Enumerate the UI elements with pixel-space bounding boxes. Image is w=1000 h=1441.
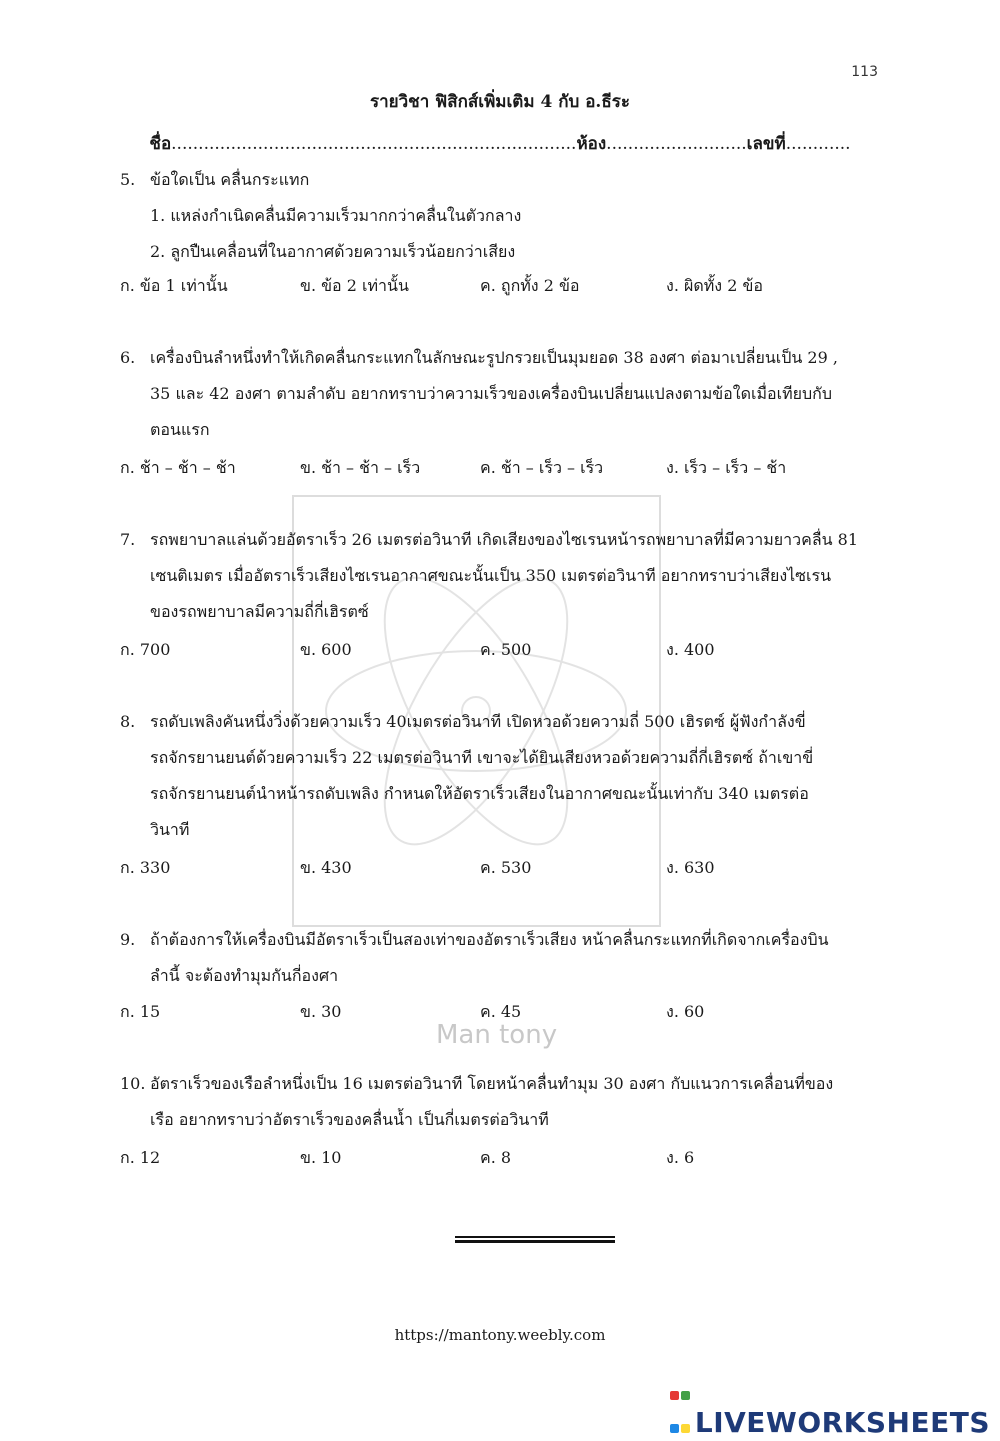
choice-c[interactable]: ค. 530 bbox=[480, 858, 532, 877]
page-title: รายวิชา ฟิสิกส์เพิ่มเติม 4 กับ อ.ธีระ bbox=[370, 92, 630, 112]
watermark-text: Man tony bbox=[436, 1020, 558, 1050]
choice-a[interactable]: ก. 330 bbox=[120, 858, 171, 877]
question-number: 6. bbox=[120, 348, 136, 367]
question-10 bbox=[120, 1066, 890, 1138]
question-text: ของรถพยาบาลมีความถี่กี่เฮิรตซ์ bbox=[150, 602, 369, 621]
room-field[interactable]: .......................... bbox=[606, 134, 747, 154]
question-text: 35 และ 42 องศา ตามลำดับ อยากทราบว่าความเร็วของเครื่องบินเปลี่ยนแปลงตามข้อใดเมื่อเทียบกับ bbox=[150, 384, 833, 403]
question-number: 10. bbox=[120, 1074, 146, 1093]
statement-2: 2. ลูกปืนเคลื่อนที่ในอากาศด้วยความเร็วน้อยกว่าเสียง bbox=[150, 242, 516, 261]
choice-a[interactable]: ก. 12 bbox=[120, 1148, 161, 1167]
choice-c[interactable]: ค. 8 bbox=[480, 1148, 512, 1167]
choice-d[interactable]: ง. 630 bbox=[666, 858, 715, 877]
number-field[interactable]: ............ bbox=[785, 134, 851, 154]
footer-url: https://mantony.weebly.com bbox=[394, 1326, 606, 1344]
name-field[interactable]: ........................................................................... bbox=[171, 134, 577, 154]
question-text: ลำนี้ จะต้องทำมุมกันกี่องศา bbox=[150, 966, 339, 985]
name-label: ชื่อ bbox=[149, 134, 172, 154]
choice-d[interactable]: ง. 6 bbox=[666, 1148, 695, 1167]
room-label: ห้อง bbox=[576, 134, 607, 154]
choice-b[interactable]: ข. 430 bbox=[300, 858, 352, 877]
question-number: 7. bbox=[120, 530, 136, 549]
choices-5 bbox=[120, 274, 900, 304]
choice-c[interactable]: ค. ถูกทั้ง 2 ข้อ bbox=[480, 276, 580, 295]
question-text: รถจักรยานยนต์ด้วยความเร็ว 22 เมตรต่อวินาที เขาจะได้ยินเสียงหวอด้วยความถี่กี่เฮิรตซ์ ถ้าเขาขี่ bbox=[150, 748, 814, 767]
question-text: รถดับเพลิงคันหนึ่งวิ่งด้วยความเร็ว 40เมตรต่อวินาที เปิดหวอด้วยความถี่ 500 เฮิรตซ์ ผู้ฟังกำลังขี่ bbox=[150, 712, 806, 731]
question-text: วินาที bbox=[150, 820, 190, 839]
question-text: รถจักรยานยนต์นำหน้ารถดับเพลิง กำหนดให้อัตราเร็วเสียงในอากาศขณะนั้นเท่ากับ 340 เมตรต่อ bbox=[150, 784, 809, 803]
question-text: เซนติเมตร เมื่ออัตราเร็วเสียงไซเรนอากาศขณะนั้นเป็น 350 เมตรต่อวินาที อยากทราบว่าเสียงไซเรน bbox=[150, 566, 832, 585]
question-7 bbox=[120, 522, 890, 630]
choice-b[interactable]: ข. ช้า – ช้า – เร็ว bbox=[300, 458, 421, 477]
question-text: ตอนแรก bbox=[150, 420, 210, 439]
choice-a[interactable]: ก. 700 bbox=[120, 640, 171, 659]
question-number: 5. bbox=[120, 170, 136, 189]
choice-d[interactable]: ง. 400 bbox=[666, 640, 715, 659]
statement-1: 1. แหล่งกำเนิดคลื่นมีความเร็วมากกว่าคลื่นในตัวกลาง bbox=[150, 206, 522, 225]
question-9 bbox=[120, 922, 890, 994]
question-text: รถพยาบาลแล่นด้วยอัตราเร็ว 26 เมตรต่อวินาที เกิดเสียงของไซเรนหน้ารถพยาบาลที่มีความยาวคลื่น 81 bbox=[150, 530, 859, 549]
choice-a[interactable]: ก. 15 bbox=[120, 1002, 161, 1021]
question-6 bbox=[120, 340, 890, 448]
choice-d[interactable]: ง. ผิดทั้ง 2 ข้อ bbox=[666, 276, 764, 295]
choice-b[interactable]: ข. 600 bbox=[300, 640, 352, 659]
question-number: 8. bbox=[120, 712, 136, 731]
question-text: ข้อใดเป็น คลื่นกระแทก bbox=[150, 170, 310, 189]
end-divider bbox=[455, 1236, 615, 1238]
choice-a[interactable]: ก. ข้อ 1 เท่านั้น bbox=[120, 276, 228, 295]
brand-name: LIVEWORKSHEETS bbox=[694, 1406, 990, 1439]
choice-c[interactable]: ค. 45 bbox=[480, 1002, 522, 1021]
choice-a[interactable]: ก. ช้า – ช้า – ช้า bbox=[120, 458, 236, 477]
choice-c[interactable]: ค. 500 bbox=[480, 640, 532, 659]
choice-b[interactable]: ข. ข้อ 2 เท่านั้น bbox=[300, 276, 409, 295]
liveworksheets-icon bbox=[669, 1375, 691, 1397]
page-number: 113 bbox=[851, 64, 878, 80]
choices-7 bbox=[120, 638, 900, 668]
question-text: เรือ อยากทราบว่าอัตราเร็วของคลื่นน้ำ เป็นกี่เมตรต่อวินาที bbox=[150, 1110, 549, 1129]
choice-d[interactable]: ง. 60 bbox=[666, 1002, 705, 1021]
question-text: อัตราเร็วของเรือลำหนึ่งเป็น 16 เมตรต่อวินาที โดยหน้าคลื่นทำมุม 30 องศา กับแนวการเคลื่อนที่ของ bbox=[150, 1074, 834, 1093]
question-text: เครื่องบินลำหนึ่งทำให้เกิดคลื่นกระแทกในลักษณะรูปกรวยเป็นมุมยอด 38 องศา ต่อมาเปลี่ยนเป็น 29 , bbox=[150, 348, 838, 367]
question-8 bbox=[120, 704, 890, 848]
choice-b[interactable]: ข. 10 bbox=[300, 1148, 342, 1167]
choice-d[interactable]: ง. เร็ว – เร็ว – ช้า bbox=[666, 458, 787, 477]
choices-9 bbox=[120, 1000, 900, 1030]
question-number: 9. bbox=[120, 930, 136, 949]
number-label: เลขที่ bbox=[746, 134, 786, 154]
choices-10 bbox=[120, 1146, 900, 1176]
liveworksheets-logo bbox=[669, 1375, 990, 1439]
choices-6 bbox=[120, 456, 900, 486]
choice-b[interactable]: ข. 30 bbox=[300, 1002, 342, 1021]
question-text: ถ้าต้องการให้เครื่องบินมีอัตราเร็วเป็นสองเท่าของอัตราเร็วเสียง หน้าคลื่นกระแทกที่เกิดจากเครื่องบิน bbox=[150, 930, 829, 949]
choices-8 bbox=[120, 856, 900, 886]
end-divider bbox=[455, 1240, 615, 1243]
choice-c[interactable]: ค. ช้า – เร็ว – เร็ว bbox=[480, 458, 604, 477]
question-5 bbox=[120, 162, 890, 270]
student-info-line bbox=[0, 130, 1000, 157]
